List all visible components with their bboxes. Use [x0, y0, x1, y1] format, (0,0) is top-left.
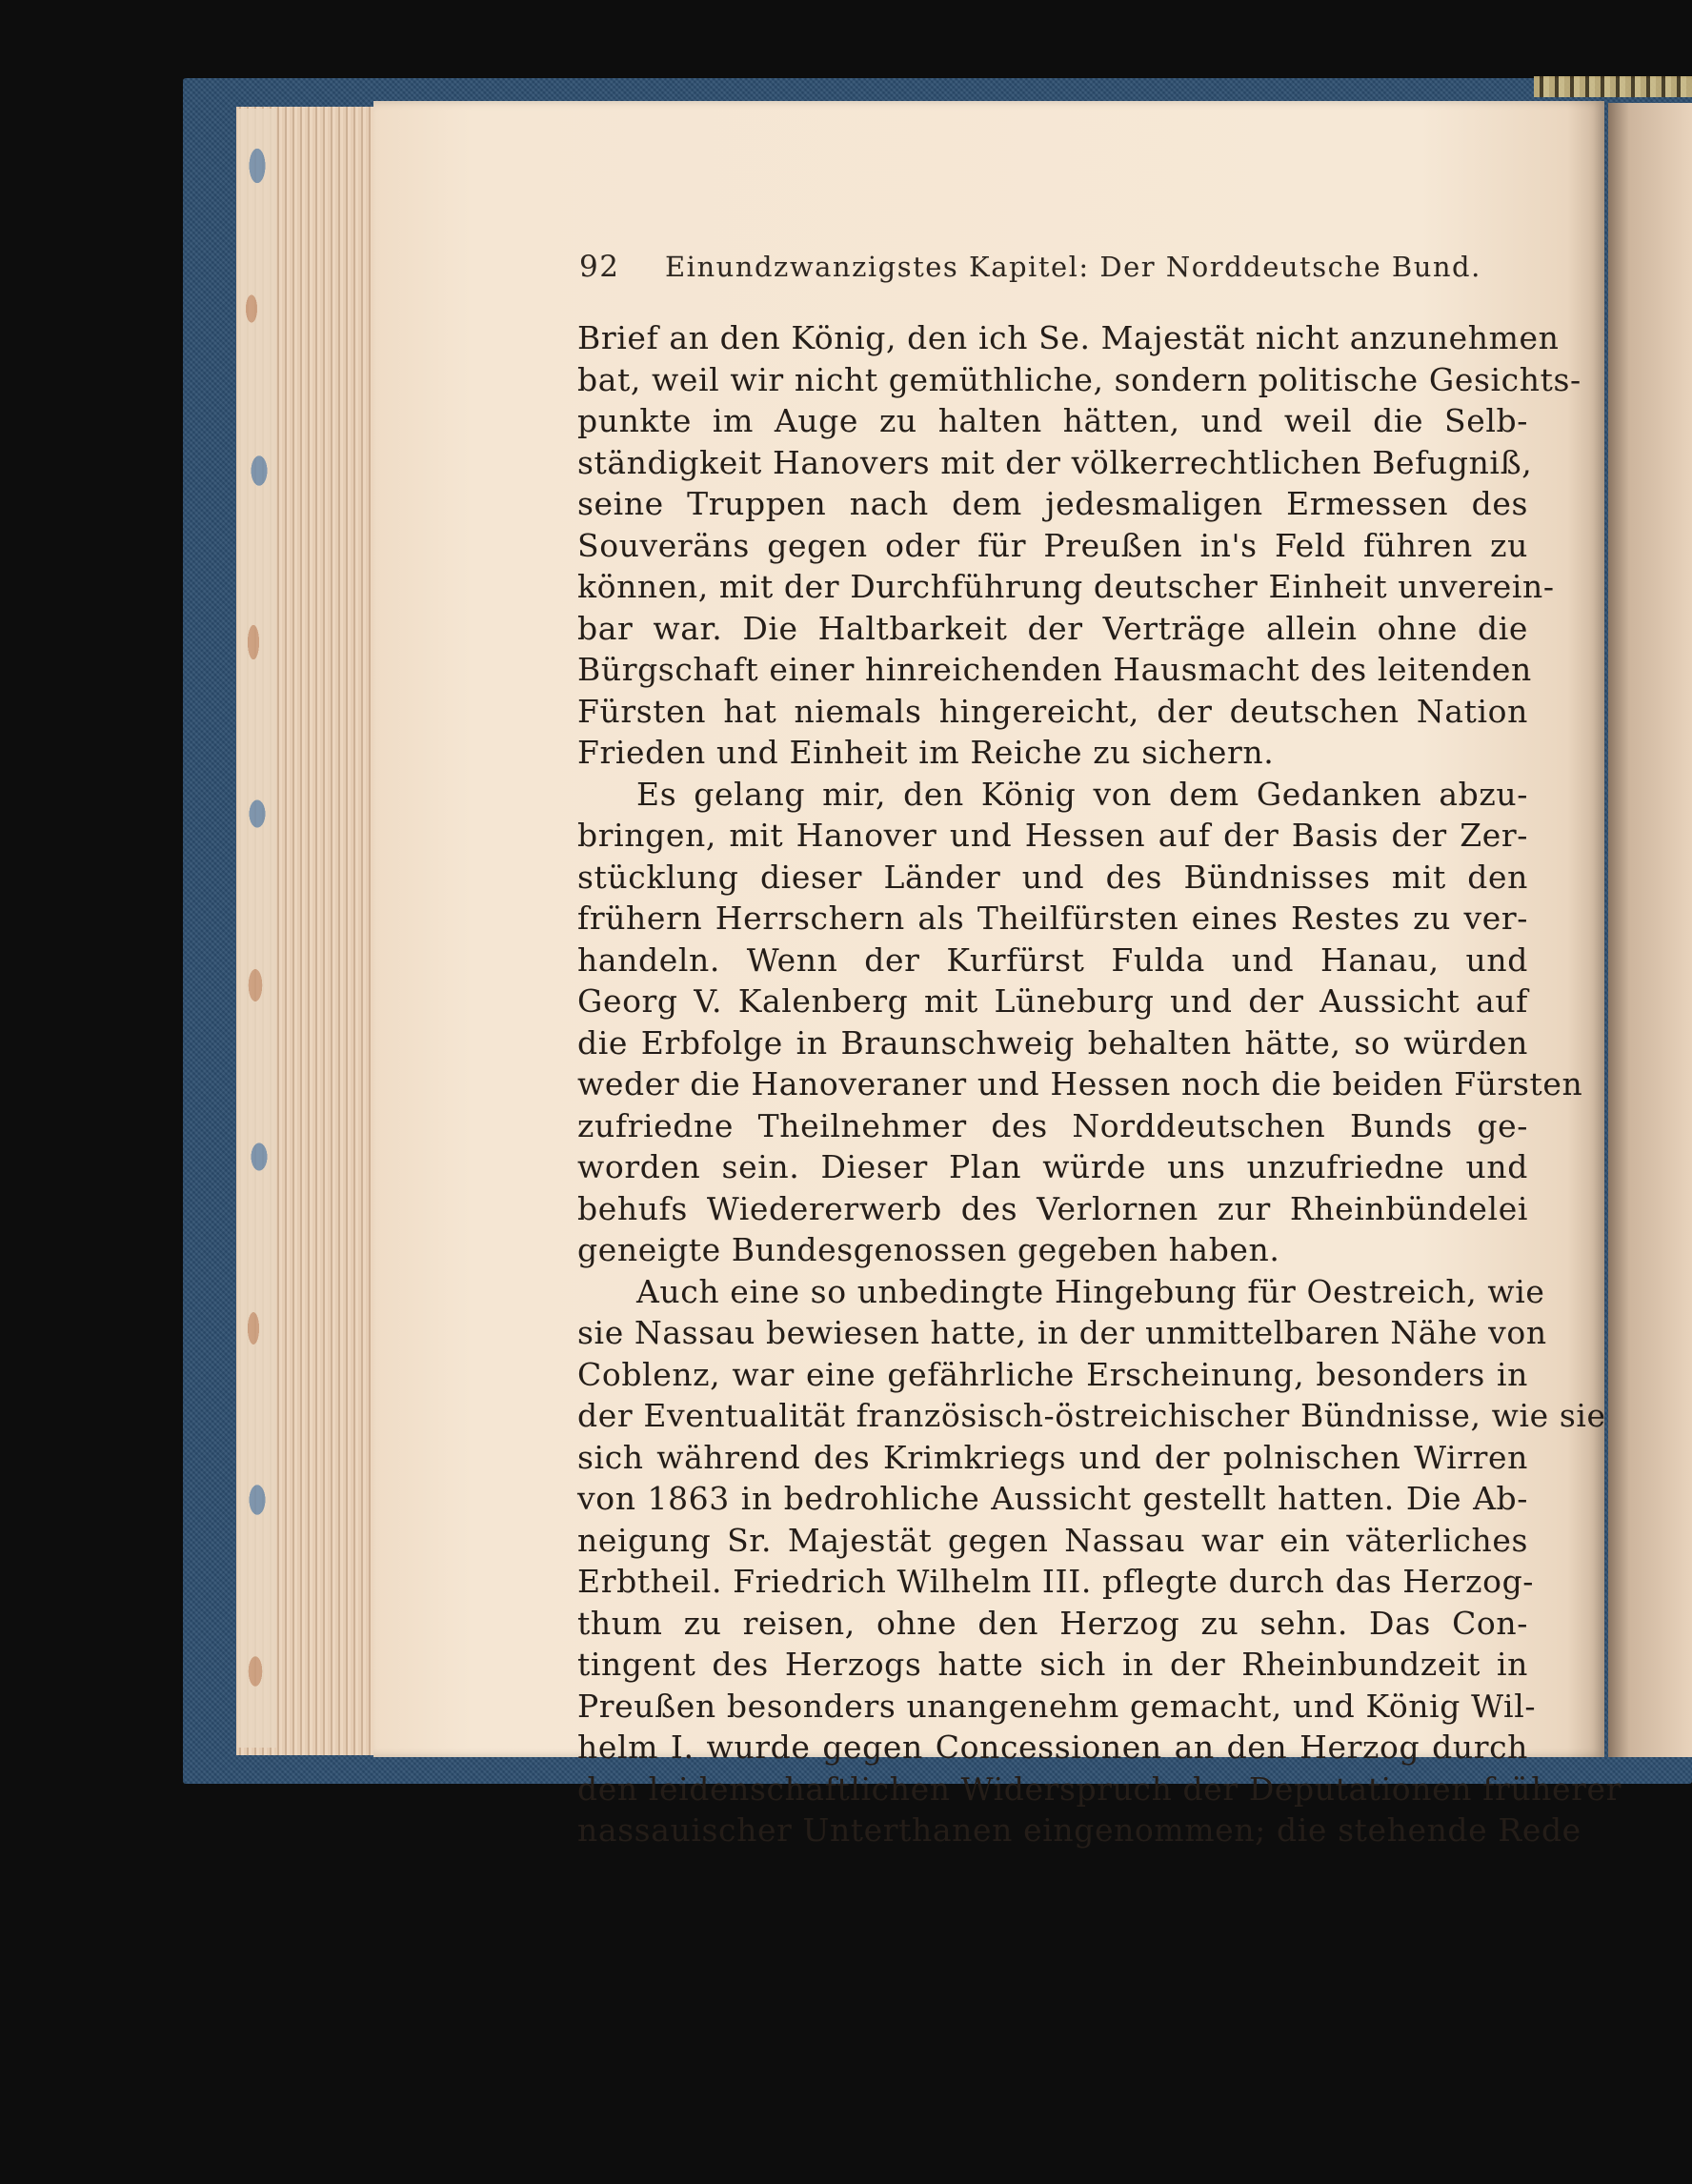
text-line: Erbtheil. Friedrich Wilhelm III. pflegte durch das Herzog-	[577, 1563, 1535, 1600]
text-line: können, mit der Durchführung deutscher Einheit unverein-	[577, 568, 1555, 605]
text-line: zufriedne Theilnehmer des Norddeutschen Bunds ge-	[577, 1106, 1528, 1144]
text-line: thum zu reisen, ohne den Herzog zu sehn. Das Con-	[577, 1604, 1528, 1642]
page-number: 92	[579, 250, 620, 284]
chapter-title: Einundzwanzigstes Kapitel: Der Norddeutsche Bund.	[665, 251, 1481, 283]
text-line: die Erbfolge in Braunschweig behalten hätte, so würden	[577, 1023, 1528, 1062]
text-line: sich während des Krimkriegs und der polnischen Wirren	[577, 1438, 1528, 1476]
paragraph-start: Auch eine so unbedingte Hingebung für Oestreich, wie	[636, 1272, 1545, 1310]
text-line: sie Nassau bewiesen hatte, in der unmittelbaren Nähe von	[577, 1314, 1547, 1351]
text-line: Georg V. Kalenberg mit Lüneburg und der Aussicht auf	[577, 982, 1528, 1020]
paragraph-start: Es gelang mir, den König von dem Gedanken abzu-	[636, 775, 1528, 813]
text-line: neigung Sr. Majestät gegen Nassau war ein väterliches	[577, 1521, 1528, 1559]
text-line: von 1863 in bedrohliche Aussicht gestellt hatten. Die Ab-	[577, 1480, 1528, 1517]
marbled-edge	[238, 109, 276, 1748]
text-line: Coblenz, war eine gefährliche Erscheinung, besonders in	[577, 1355, 1528, 1393]
text-line: Bürgschaft einer hinreichenden Hausmacht des leitenden	[577, 651, 1532, 688]
text-line: frühern Herrschern als Theilfürsten eines Restes zu ver-	[577, 900, 1528, 937]
text-line: Souveräns gegen oder für Preußen in's Feld führen zu	[577, 526, 1528, 564]
text-line: ständigkeit Hanovers mit der völkerrechtlichen Befugniß,	[577, 443, 1533, 481]
text-line: behufs Wiedererwerb des Verlornen zur Rheinbündelei	[577, 1189, 1528, 1227]
text-line: worden sein. Dieser Plan würde uns unzufriedne und	[577, 1148, 1528, 1185]
text-line: punkte im Auge zu halten hätten, und weil die Selb-	[577, 402, 1528, 439]
text-line: stücklung dieser Länder und des Bündnisses mit den	[577, 858, 1528, 896]
text-line: geneigte Bundesgenossen gegeben haben.	[577, 1231, 1280, 1268]
headband	[1534, 76, 1692, 97]
text-line: tingent des Herzogs hatte sich in der Rheinbundzeit in	[577, 1646, 1528, 1683]
text-line: Brief an den König, den ich Se. Majestät nicht anzunehmen	[577, 319, 1560, 356]
text-line: seine Truppen nach dem jedesmaligen Ermessen des	[577, 485, 1528, 522]
text-line: handeln. Wenn der Kurfürst Fulda und Hanau, und	[577, 940, 1528, 979]
text-line: den leidenschaftlichen Widerspruch der Deputationen früherer	[577, 1769, 1622, 1808]
text-line: bar war. Die Haltbarkeit der Verträge allein ohne die	[577, 609, 1528, 647]
text-line: Fürsten hat niemals hingereicht, der deutschen Nation	[577, 692, 1528, 730]
text-line: Frieden und Einheit im Reiche zu sichern.	[577, 734, 1275, 771]
text-line: Preußen besonders unangenehm gemacht, und König Wil-	[577, 1687, 1537, 1725]
text-line: nassauischer Unterthanen eingenommen; die stehende Rede	[577, 1811, 1581, 1849]
facing-page	[1608, 103, 1692, 1757]
text-line: der Eventualität französisch-östreichischer Bündnisse, wie sie	[577, 1397, 1606, 1434]
text-line: bringen, mit Hanover und Hessen auf der Basis der Zer-	[577, 817, 1528, 854]
text-line: bat, weil wir nicht gemüthliche, sondern politische Gesichts-	[577, 360, 1581, 398]
running-head	[579, 250, 1481, 288]
text-line: helm I. wurde gegen Concessionen an den Herzog durch	[577, 1729, 1528, 1766]
body-text	[577, 317, 1622, 1851]
text-line: weder die Hanoveraner und Hessen noch die beiden Fürsten	[577, 1065, 1583, 1102]
